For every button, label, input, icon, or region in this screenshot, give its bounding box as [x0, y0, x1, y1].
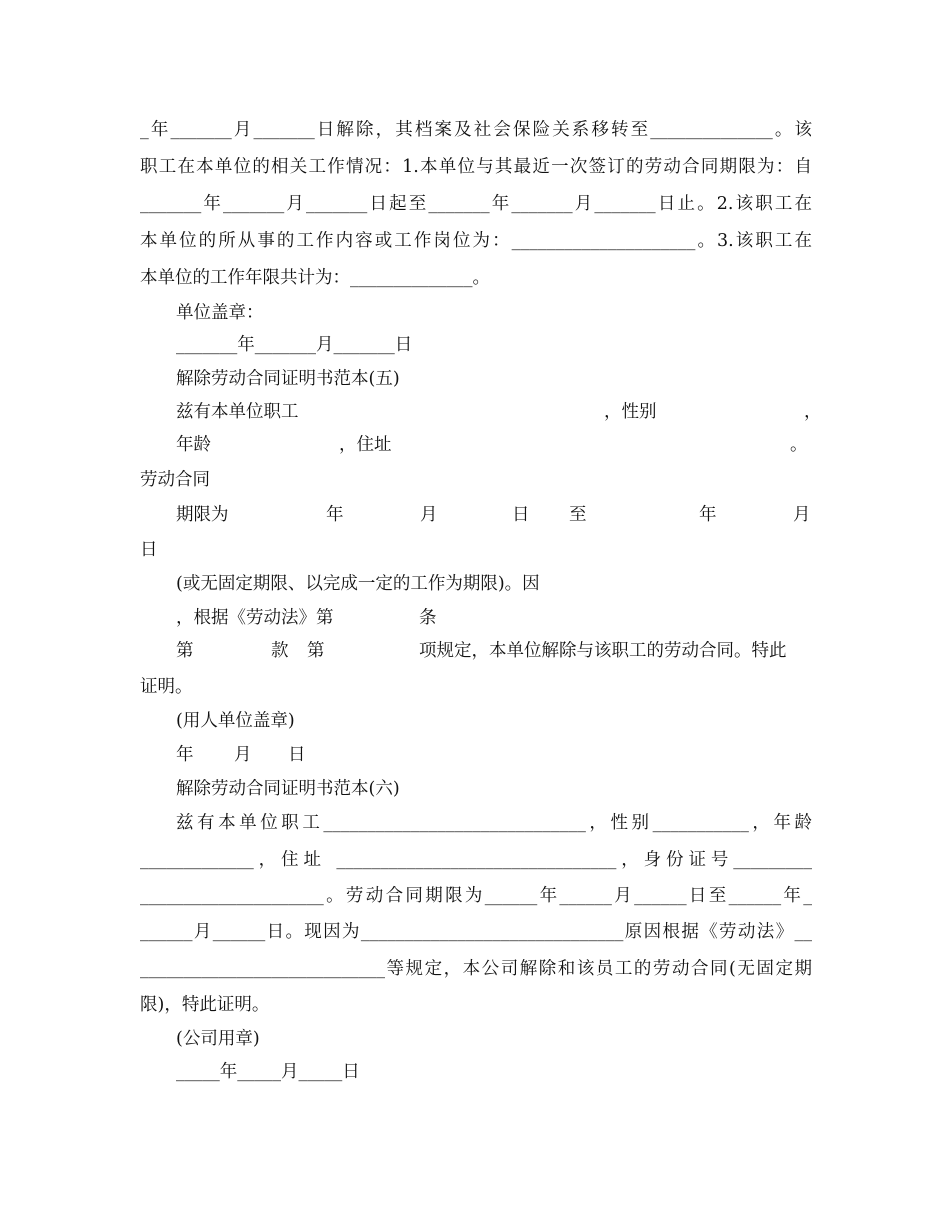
text-fragment: ，根据《劳动法》第: [176, 608, 334, 628]
text-fragment: 月: [793, 505, 811, 525]
text-fragment: 日: [288, 745, 306, 765]
text-fragment: 年: [176, 745, 194, 765]
text-line: _年_______月_______日解除，其档案及社会保险关系移转至______________。该: [140, 120, 812, 140]
seal-label: (公司用章): [176, 1029, 260, 1049]
text-line: _____________，住址 ________________________________，身份证号_________: [140, 850, 812, 870]
text-line: (或无固定期限、以完成一定的工作为期限)。因: [176, 574, 540, 594]
text-line: 职工在本单位的相关工作情况：1.本单位与其最近一次签订的劳动合同期限为：自: [140, 157, 812, 177]
text-fragment: ，住址: [339, 435, 392, 455]
seal-label: (用人单位盖章): [176, 711, 295, 731]
text-fragment: ，性别: [604, 402, 657, 422]
text-line: 本单位的工作年限共计为：______________。: [140, 268, 490, 288]
text-fragment: 第: [307, 641, 325, 661]
text-line: 兹有本单位职工______________________________，性别___________，年龄: [176, 813, 812, 833]
text-fragment: 年龄: [176, 435, 211, 455]
text-fragment: 。: [790, 435, 808, 455]
text-line: ____________________________等规定，本公司解除和该员工的劳动合同(无固定期: [140, 959, 812, 979]
text-fragment: 兹有本单位职工: [176, 402, 299, 422]
text-line: 限)，特此证明。: [140, 995, 270, 1015]
text-fragment: ，: [804, 402, 822, 422]
text-line: ______月______日。现因为______________________________原因根据《劳动法》__: [140, 922, 812, 942]
seal-label: 单位盖章：: [176, 303, 264, 323]
text-fragment: 月: [420, 505, 438, 525]
text-fragment: 项规定，本单位解除与该职工的劳动合同。特此: [419, 641, 787, 661]
text-fragment: 期限为: [176, 505, 229, 525]
date-line: _______年_______月_______日: [176, 335, 413, 355]
text-fragment: 至: [569, 505, 587, 525]
text-fragment: 款: [271, 641, 289, 661]
text-fragment: 年: [699, 505, 717, 525]
text-line: 劳动合同: [140, 470, 210, 490]
text-fragment: 年: [326, 505, 344, 525]
text-line: _______年_______月_______日起至_______年_______月_______日止。2.该职工在: [140, 194, 812, 214]
text-fragment: 日: [512, 505, 530, 525]
text-line: 日: [140, 540, 158, 560]
text-fragment: 第: [176, 641, 194, 661]
date-line: _____年_____月_____日: [176, 1062, 360, 1082]
section-title: 解除劳动合同证明书范本(五): [176, 369, 400, 389]
text-fragment: 条: [419, 608, 437, 628]
text-fragment: 月: [234, 745, 252, 765]
text-line: 本单位的所从事的工作内容或工作岗位为：_____________________。3.该职工在: [140, 231, 812, 251]
text-line: 证明。: [140, 677, 193, 697]
section-title: 解除劳动合同证明书范本(六): [176, 779, 400, 799]
text-line: _____________________。劳动合同期限为______年______月______日至______年_: [140, 886, 812, 906]
